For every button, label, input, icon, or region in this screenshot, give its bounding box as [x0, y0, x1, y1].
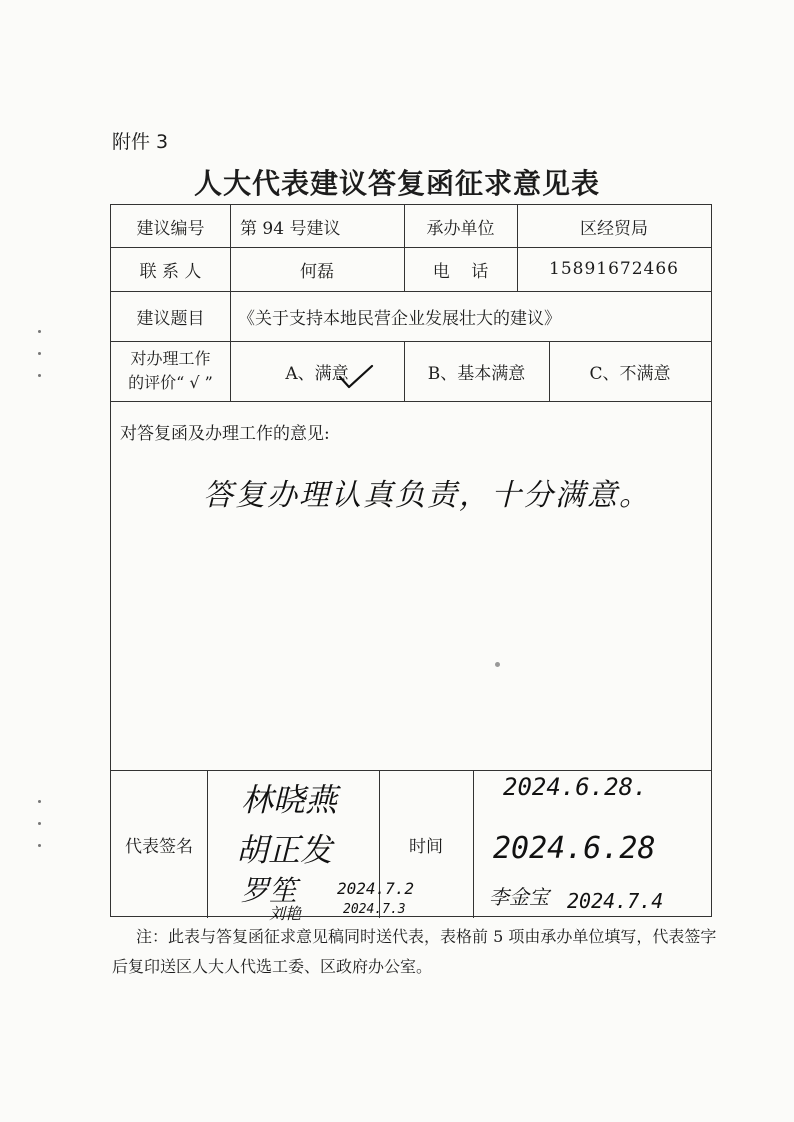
- representative-sign-label: 代表签名: [125, 836, 193, 857]
- contact-value: 何磊: [300, 261, 334, 282]
- opinion-form-table: [110, 204, 712, 923]
- suggestion-no-label: 建议编号: [136, 218, 205, 239]
- signature-3: 罗笙: [241, 874, 298, 907]
- scan-speck: [38, 800, 41, 803]
- signature-4-date: 2024.7.3: [343, 902, 406, 917]
- checkmark-icon: [337, 363, 375, 391]
- handling-unit-value: 区经贸局: [580, 218, 648, 239]
- attachment-label: 附件 3: [112, 131, 169, 153]
- scan-speck: [38, 844, 41, 847]
- scan-speck: [495, 662, 500, 667]
- signature-2: 胡正发: [236, 831, 333, 869]
- date-1: 2024.6.28.: [503, 773, 648, 801]
- signature-3-date: 2024.7.2: [337, 879, 415, 898]
- date-2: 2024.6.28: [493, 831, 656, 866]
- scan-speck: [38, 352, 41, 355]
- signature-5: 李金宝: [489, 885, 549, 909]
- opinion-handwritten: 答复办理认真负责，十分满意。: [203, 478, 651, 513]
- signature-5-date: 2024.7.4: [567, 889, 664, 913]
- scan-speck: [38, 330, 41, 333]
- option-basically-satisfied[interactable]: B、基本满意: [427, 363, 526, 384]
- phone-label: 电 话: [432, 261, 489, 282]
- signature-1: 林晓燕: [241, 781, 338, 819]
- time-label: 时间: [409, 836, 443, 857]
- signature-4: 刘艳: [269, 904, 302, 923]
- handling-unit-label: 承办单位: [426, 218, 495, 239]
- option-satisfied[interactable]: A、满意: [285, 363, 349, 384]
- form-title: 人大代表建议答复函征求意见表: [193, 167, 600, 200]
- phone-value: 15891672466: [549, 259, 679, 279]
- suggestion-no-value: 第 94 号建议: [240, 218, 341, 239]
- evaluation-label-line2: 的评价“ √ ”: [128, 373, 213, 392]
- opinion-label: 对答复函及办理工作的意见:: [120, 423, 330, 444]
- evaluation-label: [111, 341, 230, 401]
- topic-label: 建议题目: [136, 308, 205, 329]
- scan-speck: [38, 822, 41, 825]
- topic-value: 《关于支持本地民营企业发展壮大的建议》: [238, 308, 561, 329]
- evaluation-label-line1: 对办理工作: [130, 349, 211, 368]
- scan-speck: [38, 374, 41, 377]
- contact-label: 联 系 人: [139, 261, 202, 282]
- footnote: 注：此表与答复函征求意见稿同时送代表，表格前 5 项由承办单位填写，代表签字后复印送区人大人代选工委、区政府办公室。: [112, 927, 717, 976]
- option-unsatisfied[interactable]: C、不满意: [589, 363, 671, 384]
